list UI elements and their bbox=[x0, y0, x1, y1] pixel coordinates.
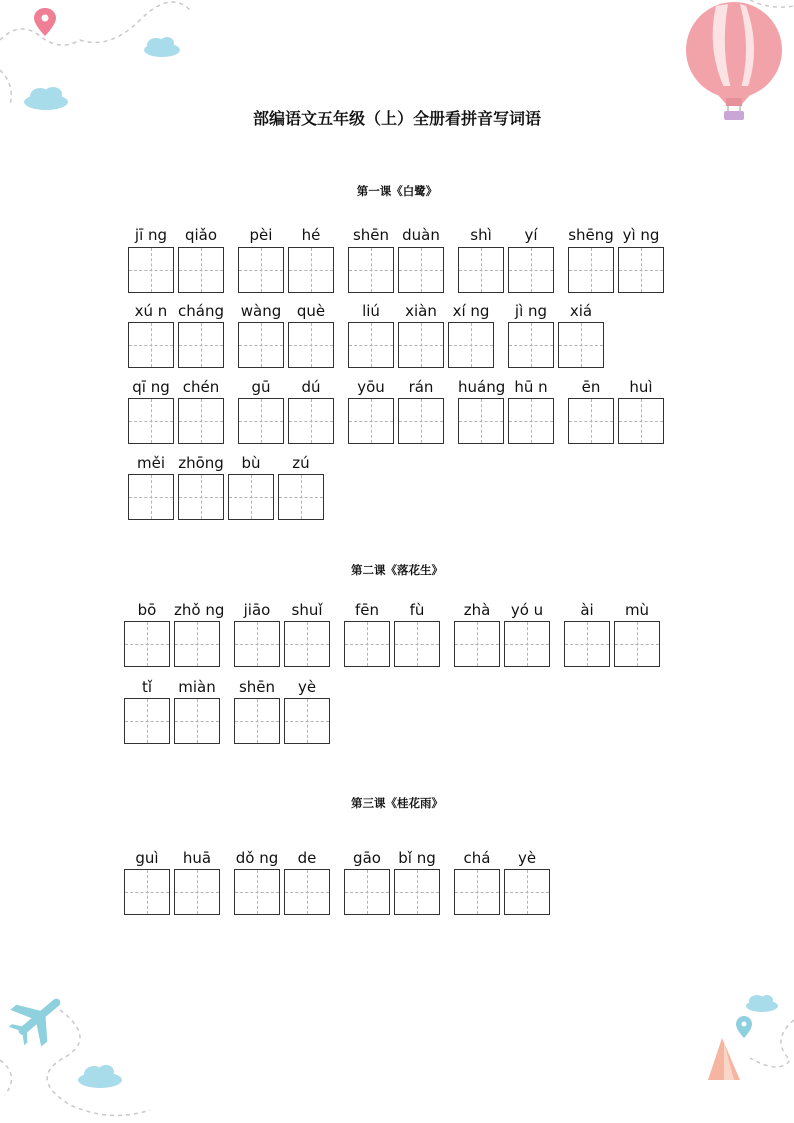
cloud-icon bbox=[78, 1065, 122, 1088]
pinyin-syllable: cháng bbox=[178, 302, 224, 320]
writing-cell[interactable] bbox=[454, 869, 500, 915]
writing-cell[interactable] bbox=[508, 398, 554, 444]
writing-cell[interactable] bbox=[398, 322, 444, 368]
writing-cell[interactable] bbox=[614, 621, 660, 667]
word-boxes bbox=[124, 621, 220, 667]
pinyin-syllable: shēng bbox=[568, 226, 614, 244]
airplane-icon bbox=[1, 982, 75, 1055]
pinyin-syllable: gāo bbox=[353, 849, 381, 867]
word-boxes bbox=[128, 247, 224, 293]
word-boxes bbox=[454, 869, 550, 915]
writing-cell[interactable] bbox=[618, 247, 664, 293]
writing-cell[interactable] bbox=[124, 869, 170, 915]
pinyin-syllable: xí ng bbox=[452, 302, 490, 320]
writing-cell[interactable] bbox=[348, 322, 394, 368]
dashed-path bbox=[0, 70, 11, 105]
pinyin-syllable: jì ng bbox=[514, 302, 548, 320]
word-boxes bbox=[128, 398, 224, 444]
pinyin-syllable: rán bbox=[408, 378, 434, 396]
writing-cell[interactable] bbox=[124, 621, 170, 667]
bottom-right-decoration bbox=[690, 980, 794, 1123]
pinyin-syllable: qī ng bbox=[132, 378, 170, 396]
pinyin-syllable: jiāo bbox=[243, 601, 271, 619]
writing-cell[interactable] bbox=[348, 398, 394, 444]
map-pin-icon bbox=[736, 1016, 752, 1038]
writing-cell[interactable] bbox=[564, 621, 610, 667]
pinyin-syllable: yó u bbox=[510, 601, 544, 619]
writing-cell[interactable] bbox=[504, 869, 550, 915]
word-boxes bbox=[124, 869, 220, 915]
pinyin-syllable: zú bbox=[292, 454, 310, 472]
writing-cell[interactable] bbox=[178, 322, 224, 368]
writing-cell[interactable] bbox=[238, 398, 284, 444]
pinyin-syllable: dǒ ng bbox=[235, 849, 279, 867]
writing-cell[interactable] bbox=[128, 474, 174, 520]
lesson-heading: 第二课《落花生》 bbox=[351, 563, 443, 577]
pinyin-syllable: yí bbox=[524, 226, 538, 244]
sailboat-icon bbox=[708, 1038, 740, 1080]
writing-cell[interactable] bbox=[234, 869, 280, 915]
word-pinyin bbox=[458, 226, 554, 246]
pinyin-syllable: de bbox=[297, 849, 317, 867]
word-boxes bbox=[454, 621, 550, 667]
word-boxes bbox=[348, 398, 444, 444]
word-pinyin bbox=[128, 454, 324, 474]
word-pinyin bbox=[238, 302, 334, 322]
pinyin-syllable: yōu bbox=[357, 378, 385, 396]
word-boxes bbox=[238, 398, 334, 444]
writing-cell[interactable] bbox=[458, 398, 504, 444]
pinyin-syllable: pèi bbox=[249, 226, 273, 244]
pinyin-syllable: yì ng bbox=[622, 226, 660, 244]
word-pinyin bbox=[124, 678, 220, 698]
word-boxes bbox=[568, 247, 664, 293]
pinyin-syllable: yè bbox=[297, 678, 317, 696]
word-pinyin bbox=[568, 226, 664, 246]
pinyin-syllable: duàn bbox=[402, 226, 440, 244]
writing-cell[interactable] bbox=[458, 247, 504, 293]
word-boxes bbox=[128, 474, 324, 520]
pinyin-syllable: tǐ bbox=[141, 678, 153, 696]
pinyin-syllable: yè bbox=[517, 849, 537, 867]
pinyin-syllable: zhōng bbox=[178, 454, 224, 472]
cloud-icon bbox=[144, 37, 180, 57]
pinyin-syllable: shuǐ bbox=[291, 601, 323, 619]
dashed-path bbox=[750, 1020, 794, 1067]
writing-cell[interactable] bbox=[284, 621, 330, 667]
word-boxes bbox=[234, 698, 330, 744]
writing-cell[interactable] bbox=[394, 621, 440, 667]
writing-cell[interactable] bbox=[174, 621, 220, 667]
pinyin-syllable: ài bbox=[580, 601, 594, 619]
writing-cell[interactable] bbox=[228, 474, 274, 520]
word-boxes bbox=[564, 621, 660, 667]
word-pinyin bbox=[348, 378, 444, 398]
word-pinyin bbox=[564, 601, 660, 621]
writing-cell[interactable] bbox=[394, 869, 440, 915]
word-boxes bbox=[348, 322, 494, 368]
pinyin-syllable: xiàn bbox=[405, 302, 437, 320]
writing-cell[interactable] bbox=[398, 398, 444, 444]
word-pinyin bbox=[238, 226, 334, 246]
pinyin-syllable: huáng bbox=[458, 378, 506, 396]
pinyin-syllable: hé bbox=[301, 226, 321, 244]
pinyin-syllable: shì bbox=[470, 226, 492, 244]
word-pinyin bbox=[344, 849, 440, 869]
pinyin-syllable: ēn bbox=[581, 378, 601, 396]
map-pin-icon bbox=[34, 8, 56, 36]
word-pinyin bbox=[454, 601, 550, 621]
writing-cell[interactable] bbox=[448, 322, 494, 368]
word-pinyin bbox=[234, 849, 330, 869]
writing-cell[interactable] bbox=[344, 869, 390, 915]
pinyin-syllable: xiá bbox=[569, 302, 593, 320]
writing-cell[interactable] bbox=[238, 322, 284, 368]
writing-cell[interactable] bbox=[348, 247, 394, 293]
writing-cell[interactable] bbox=[558, 322, 604, 368]
pinyin-syllable: qiǎo bbox=[184, 226, 218, 244]
pinyin-syllable: měi bbox=[136, 454, 165, 472]
pinyin-syllable: fēn bbox=[354, 601, 380, 619]
writing-cell[interactable] bbox=[234, 698, 280, 744]
balloon-icon bbox=[686, 2, 782, 120]
word-pinyin bbox=[124, 601, 225, 621]
word-pinyin bbox=[568, 378, 664, 398]
writing-cell[interactable] bbox=[454, 621, 500, 667]
word-pinyin bbox=[454, 849, 550, 869]
word-pinyin bbox=[348, 302, 494, 322]
pinyin-syllable: bù bbox=[241, 454, 261, 472]
writing-cell[interactable] bbox=[504, 621, 550, 667]
lesson-heading: 第一课《白鹭》 bbox=[356, 184, 438, 198]
pinyin-syllable: hū n bbox=[514, 378, 548, 396]
word-pinyin bbox=[508, 302, 604, 322]
dashed-path bbox=[47, 1010, 150, 1115]
writing-cell[interactable] bbox=[568, 247, 614, 293]
writing-cell[interactable] bbox=[284, 698, 330, 744]
pinyin-syllable: què bbox=[296, 302, 326, 320]
writing-cell[interactable] bbox=[288, 322, 334, 368]
pinyin-syllable: huì bbox=[629, 378, 653, 396]
word-boxes bbox=[508, 322, 604, 368]
writing-cell[interactable] bbox=[174, 869, 220, 915]
word-boxes bbox=[458, 398, 554, 444]
writing-cell[interactable] bbox=[618, 398, 664, 444]
writing-cell[interactable] bbox=[568, 398, 614, 444]
word-pinyin bbox=[128, 226, 224, 246]
writing-cell[interactable] bbox=[174, 698, 220, 744]
writing-cell[interactable] bbox=[278, 474, 324, 520]
word-pinyin bbox=[234, 601, 330, 621]
pinyin-syllable: miàn bbox=[178, 678, 216, 696]
writing-cell[interactable] bbox=[128, 398, 174, 444]
pinyin-syllable: liú bbox=[362, 302, 380, 320]
dashed-path bbox=[750, 0, 794, 7]
pinyin-syllable: gū bbox=[251, 378, 271, 396]
pinyin-syllable: xú n bbox=[134, 302, 168, 320]
word-pinyin bbox=[458, 378, 554, 398]
word-boxes bbox=[348, 247, 444, 293]
pinyin-syllable: fù bbox=[409, 601, 425, 619]
pinyin-syllable: guì bbox=[135, 849, 159, 867]
writing-cell[interactable] bbox=[288, 398, 334, 444]
writing-cell[interactable] bbox=[178, 474, 224, 520]
word-pinyin bbox=[344, 601, 440, 621]
writing-cell[interactable] bbox=[508, 322, 554, 368]
word-pinyin bbox=[128, 302, 224, 322]
writing-cell[interactable] bbox=[288, 247, 334, 293]
pinyin-syllable: dú bbox=[301, 378, 321, 396]
lesson-heading: 第三课《桂花雨》 bbox=[351, 796, 443, 810]
writing-cell[interactable] bbox=[128, 322, 174, 368]
writing-cell[interactable] bbox=[178, 247, 224, 293]
writing-cell[interactable] bbox=[508, 247, 554, 293]
pinyin-syllable: chén bbox=[182, 378, 220, 396]
dashed-path bbox=[0, 2, 190, 45]
pinyin-syllable: wàng bbox=[240, 302, 282, 320]
pinyin-syllable: bō bbox=[137, 601, 157, 619]
pinyin-syllable: shēn bbox=[352, 226, 390, 244]
word-boxes bbox=[344, 869, 440, 915]
word-boxes bbox=[124, 698, 220, 744]
word-pinyin bbox=[128, 378, 224, 398]
writing-cell[interactable] bbox=[234, 621, 280, 667]
word-pinyin bbox=[348, 226, 444, 246]
writing-cell[interactable] bbox=[398, 247, 444, 293]
word-boxes bbox=[568, 398, 664, 444]
word-pinyin bbox=[238, 378, 334, 398]
pinyin-syllable: chá bbox=[463, 849, 491, 867]
writing-cell[interactable] bbox=[124, 698, 170, 744]
dashed-path bbox=[0, 1060, 11, 1095]
word-boxes bbox=[234, 621, 330, 667]
word-boxes bbox=[238, 322, 334, 368]
pinyin-syllable: zhǒ ng bbox=[174, 601, 225, 619]
word-boxes bbox=[458, 247, 554, 293]
writing-cell[interactable] bbox=[128, 247, 174, 293]
word-boxes bbox=[234, 869, 330, 915]
pinyin-syllable: zhà bbox=[463, 601, 491, 619]
pinyin-syllable: jī ng bbox=[134, 226, 168, 244]
writing-cell[interactable] bbox=[284, 869, 330, 915]
top-left-decoration bbox=[0, 0, 200, 120]
pinyin-syllable: huā bbox=[182, 849, 212, 867]
word-pinyin bbox=[124, 849, 220, 869]
pinyin-syllable: shēn bbox=[238, 678, 276, 696]
writing-cell[interactable] bbox=[238, 247, 284, 293]
word-boxes bbox=[238, 247, 334, 293]
bottom-left-decoration bbox=[0, 980, 190, 1123]
word-boxes bbox=[128, 322, 224, 368]
cloud-icon bbox=[746, 995, 778, 1012]
word-boxes bbox=[344, 621, 440, 667]
page-title: 部编语文五年级（上）全册看拼音写词语 bbox=[252, 109, 541, 128]
writing-cell[interactable] bbox=[178, 398, 224, 444]
word-pinyin bbox=[234, 678, 330, 698]
pinyin-syllable: mù bbox=[624, 601, 650, 619]
pinyin-syllable: bǐ ng bbox=[398, 849, 436, 867]
writing-cell[interactable] bbox=[344, 621, 390, 667]
